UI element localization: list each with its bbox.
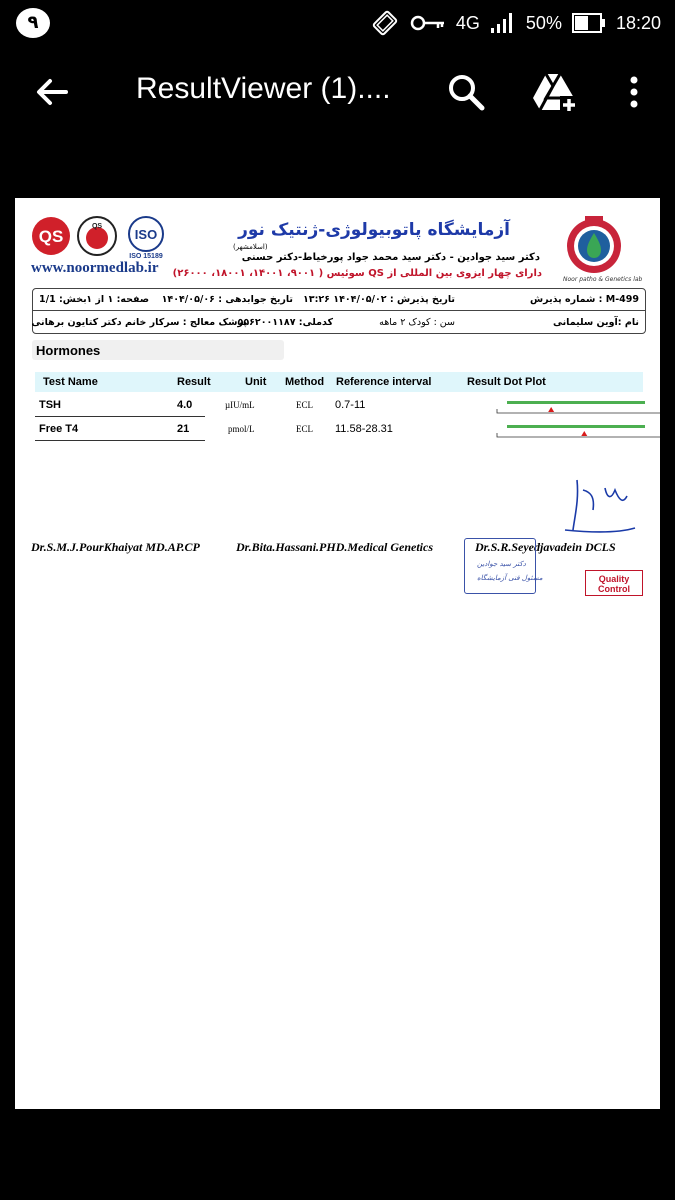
lab-iso-certifications: دارای چهار ایزوی بین المللی از QS سوئیس ( ۹۰۰۱، ۱۴۰۰۱، ۱۸۰۰۱، ۲۶۰۰۰)	[172, 268, 542, 279]
row-divider	[35, 440, 205, 441]
patient-info-box	[32, 288, 646, 334]
qc-line: Quality	[598, 574, 630, 584]
status-icons	[370, 0, 661, 46]
back-arrow-icon[interactable]	[30, 70, 74, 114]
more-options-icon[interactable]	[616, 70, 652, 114]
test-unit: µIU/mL	[225, 400, 255, 410]
lab-doctors: دکتر سید جوادین - دکتر سید محمد جواد پورخیاط-دکتر حسنی	[241, 252, 540, 263]
header-result: Result	[177, 376, 211, 388]
status-bar	[0, 0, 675, 46]
search-icon[interactable]	[444, 70, 488, 114]
signature-pourkhaiyat: Dr.S.M.J.PourKhaiyat MD.AP.CP	[31, 540, 200, 554]
test-method: ECL	[296, 400, 313, 410]
results-table-header	[35, 372, 643, 392]
header-dot-plot: Result Dot Plot	[467, 376, 546, 388]
test-method: ECL	[296, 424, 313, 434]
info-row-admission	[33, 289, 645, 311]
quality-control-stamp	[585, 570, 643, 596]
app-bar	[0, 46, 675, 136]
answer-date: تاریخ جوابدهی : ۱۴۰۴/۰۵/۰۶	[161, 294, 293, 305]
add-to-drive-icon[interactable]	[530, 70, 578, 114]
lab-website: www.noormedlab.ir	[31, 260, 159, 276]
svg-text:QS: QS	[38, 227, 64, 246]
plot-axis	[497, 409, 660, 413]
header-test-name: Test Name	[43, 376, 98, 388]
table-row	[35, 394, 643, 418]
signature-hassani: Dr.Bita.Hassani.PHD.Medical Genetics	[236, 540, 434, 554]
document-title: ResultViewer (1)....	[136, 72, 391, 105]
table-row	[35, 418, 643, 442]
physician: پزشک معالج : سرکار خانم دکتر کتایون برهانی	[31, 317, 247, 328]
test-name: TSH	[39, 399, 61, 411]
result-marker	[581, 431, 587, 436]
vpn-key-icon	[410, 13, 446, 33]
plot-axis	[497, 433, 660, 437]
test-unit: pmol/L	[228, 424, 255, 434]
stamp-line: مسئول فنی آزمایشگاه	[477, 574, 543, 582]
test-reference: 0.7-11	[335, 399, 366, 411]
result-dot-plot	[495, 421, 660, 441]
patient-age: سن : کودک ۲ ماهه	[379, 317, 455, 328]
row-divider	[35, 416, 205, 417]
handwritten-signature	[535, 470, 645, 550]
signature-seyedjavadein: Dr.S.R.Seyedjavadein DCLS	[475, 540, 616, 554]
header-reference: Reference interval	[336, 376, 432, 388]
header-unit: Unit	[245, 376, 267, 388]
rotation-lock-icon	[370, 9, 400, 37]
admission-date: تاریخ پذیرش : ۱۴۰۴/۰۵/۰۲ ۱۳:۲۶	[302, 294, 455, 305]
admission-number: شماره پذیرش : M-499	[530, 294, 639, 305]
section-title: Hormones	[32, 340, 284, 360]
test-reference: 11.58-28.31	[335, 423, 393, 435]
iso-caption: ISO 15189	[129, 253, 163, 260]
svg-text:ISO: ISO	[134, 227, 158, 242]
result-dot-plot	[495, 397, 660, 417]
document-page	[15, 198, 660, 1109]
reference-range-bar	[507, 401, 645, 404]
signal-icon	[490, 12, 516, 34]
stamp-line: دکتر سید جوادین	[477, 560, 526, 568]
stamp-text	[477, 560, 543, 582]
info-row-patient	[33, 312, 645, 334]
lab-logo-caption: Noor patho & Genetics lab	[563, 276, 643, 283]
lab-location-tag: (اسلامشهر)	[233, 243, 268, 251]
network-type: 4G	[455, 12, 480, 33]
certification-logos	[31, 216, 191, 260]
page-number: صفحه: ۱ از ۱	[86, 294, 149, 305]
patient-name: نام :آوین سلیمانی	[552, 317, 639, 328]
result-marker	[548, 407, 554, 412]
svg-text:QS: QS	[91, 223, 103, 230]
section-number: بخش: 1/1	[39, 294, 87, 305]
qc-line: Control	[598, 584, 630, 594]
clock: 18:20	[615, 12, 661, 33]
header-method: Method	[285, 376, 325, 388]
reference-range-bar	[507, 425, 645, 428]
test-result: 21	[177, 423, 190, 435]
battery-percent: 50%	[525, 12, 562, 33]
battery-icon	[572, 13, 606, 33]
lab-title: آزمایشگاه پاتوبیولوژی-ژنتیک نور	[238, 220, 510, 240]
test-result: 4.0	[177, 399, 193, 411]
national-code: کدملی: ۵۵۶۲۰۰۱۱۸۷	[237, 317, 333, 328]
test-name: Free T4	[39, 423, 79, 435]
notification-badge: ٩	[16, 8, 50, 38]
